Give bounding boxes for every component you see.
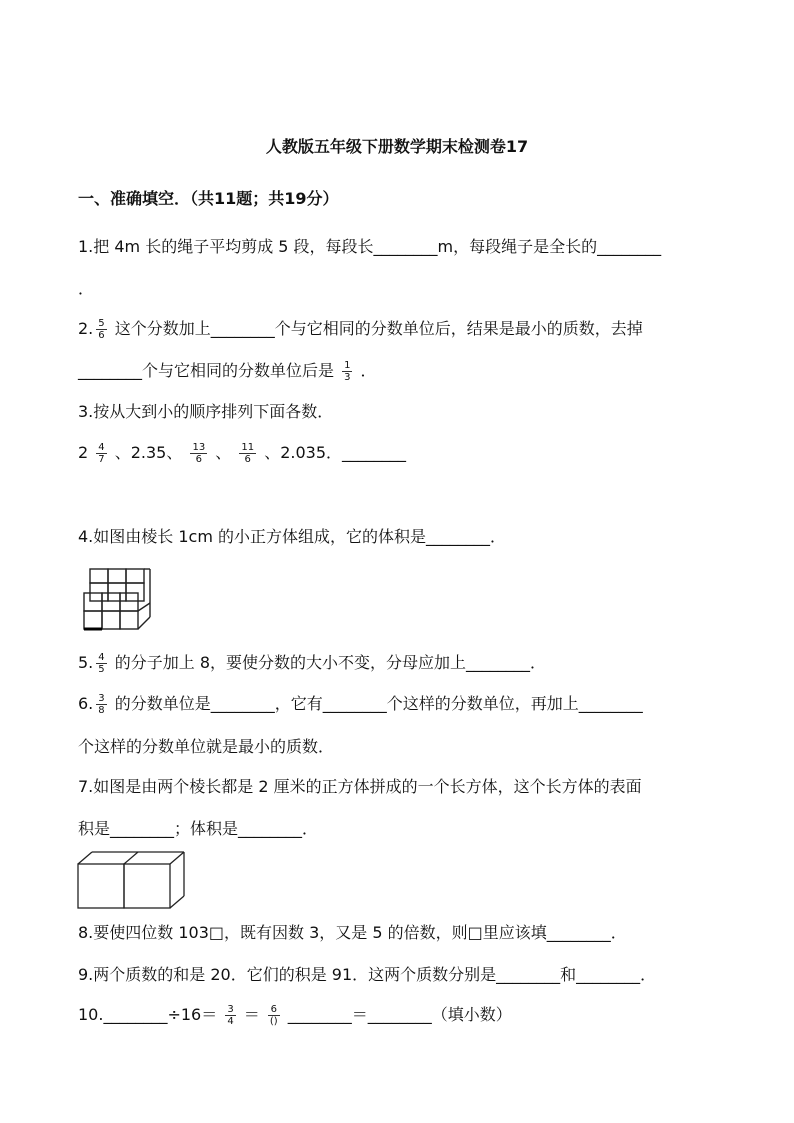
fraction-5-6: [96, 318, 106, 341]
question-6-number: 6.: [78, 694, 94, 713]
fraction-denominator: 6: [98, 330, 105, 341]
fraction-numerator: 11: [241, 442, 255, 453]
question-2-text-b: ________个与它相同的分数单位后是: [78, 361, 340, 380]
fraction-numerator: 6: [268, 1004, 280, 1016]
question-6-line-1: [78, 693, 643, 716]
fraction-denominator: 8: [98, 705, 105, 716]
question-10-line-1: [78, 1004, 512, 1027]
question-6-line-2: 个这样的分数单位就是最小的质数．: [78, 737, 335, 756]
fraction-denominator: 6: [244, 454, 251, 465]
fraction-numerator: 3: [227, 1004, 234, 1015]
fraction-1-3: [342, 360, 352, 383]
question-3-prefix: 2: [78, 443, 94, 462]
question-1-line-2: ．: [78, 279, 95, 298]
question-1-line-1: 1.把 4m 长的绳子平均剪成 5 段，每段长________m，每段绳子是全长的________: [78, 237, 662, 256]
question-2-line-2: [78, 360, 377, 383]
fraction-4-5: [96, 652, 106, 675]
question-3-text-b3: 、2.035．________: [259, 443, 407, 462]
question-3-text-b1: 、2.35、: [109, 443, 188, 462]
fraction-numerator: 4: [98, 652, 105, 663]
question-7-line-2: 积是________；体积是________．: [78, 819, 319, 838]
fraction-4-7: [96, 442, 106, 465]
cuboid-figure: [76, 850, 188, 910]
page-title: 人教版五年级下册数学期末检测卷17: [265, 137, 529, 156]
question-5-text: 的分子加上 8，要使分数的大小不变，分母应加上________．: [109, 653, 546, 672]
fraction-numerator: 3: [98, 693, 105, 704]
fraction-denominator: (): [269, 1016, 278, 1027]
question-3-line-1: 3.按从大到小的顺序排列下面各数．: [78, 402, 334, 421]
fraction-denominator: 6: [195, 454, 202, 465]
fraction-11-6: [239, 442, 256, 465]
fraction-13-6: [190, 442, 207, 465]
fraction-denominator: 3: [344, 372, 351, 383]
fraction-numerator: 4: [98, 442, 105, 453]
fraction-numerator: 13: [192, 442, 206, 453]
question-5-number: 5.: [78, 653, 94, 672]
question-7-line-1: 7.如图是由两个棱长都是 2 厘米的正方体拼成的一个长方体，这个长方体的表面: [78, 777, 642, 796]
fraction-denominator: 4: [227, 1016, 234, 1027]
question-9-line-1: 9.两个质数的和是 20．它们的积是 91．这两个质数分别是________和________．: [78, 965, 657, 984]
question-3-line-2: [78, 442, 406, 465]
fraction-3-4: [225, 1004, 235, 1027]
fraction-denominator: 5: [98, 664, 105, 675]
question-10-text-a: 10.________÷16＝: [78, 1005, 223, 1024]
fraction-3-8: [96, 693, 106, 716]
question-6-text-a: 的分数单位是________，它有________个这样的分数单位，再加上________: [109, 694, 643, 713]
question-2-line-1: [78, 318, 643, 341]
fraction-denominator: 7: [98, 454, 105, 465]
fraction-numerator: 5: [98, 318, 105, 329]
section-heading: 一、准确填空．（共11题；共19分）: [78, 189, 339, 208]
question-4-line-1: 4.如图由棱长 1cm 的小正方体组成，它的体积是________．: [78, 527, 507, 546]
question-10-text-c: ________＝________（填小数）: [282, 1005, 512, 1024]
question-2-text-a: 这个分数加上________个与它相同的分数单位后，结果是最小的质数，去掉: [109, 319, 643, 338]
question-2-number: 2.: [78, 319, 94, 338]
question-8-line-1: 8.要使四位数 103□，既有因数 3，又是 5 的倍数，则□里应该填________．: [78, 923, 627, 942]
question-5-line-1: [78, 652, 546, 675]
fraction-numerator: 1: [344, 360, 351, 371]
cube-stack-figure: [80, 567, 154, 631]
question-10-text-b: ＝: [238, 1005, 265, 1024]
question-2-text-c: ．: [355, 361, 377, 380]
fraction-6-blank: [268, 1004, 280, 1027]
question-3-text-b2: 、: [210, 443, 237, 462]
